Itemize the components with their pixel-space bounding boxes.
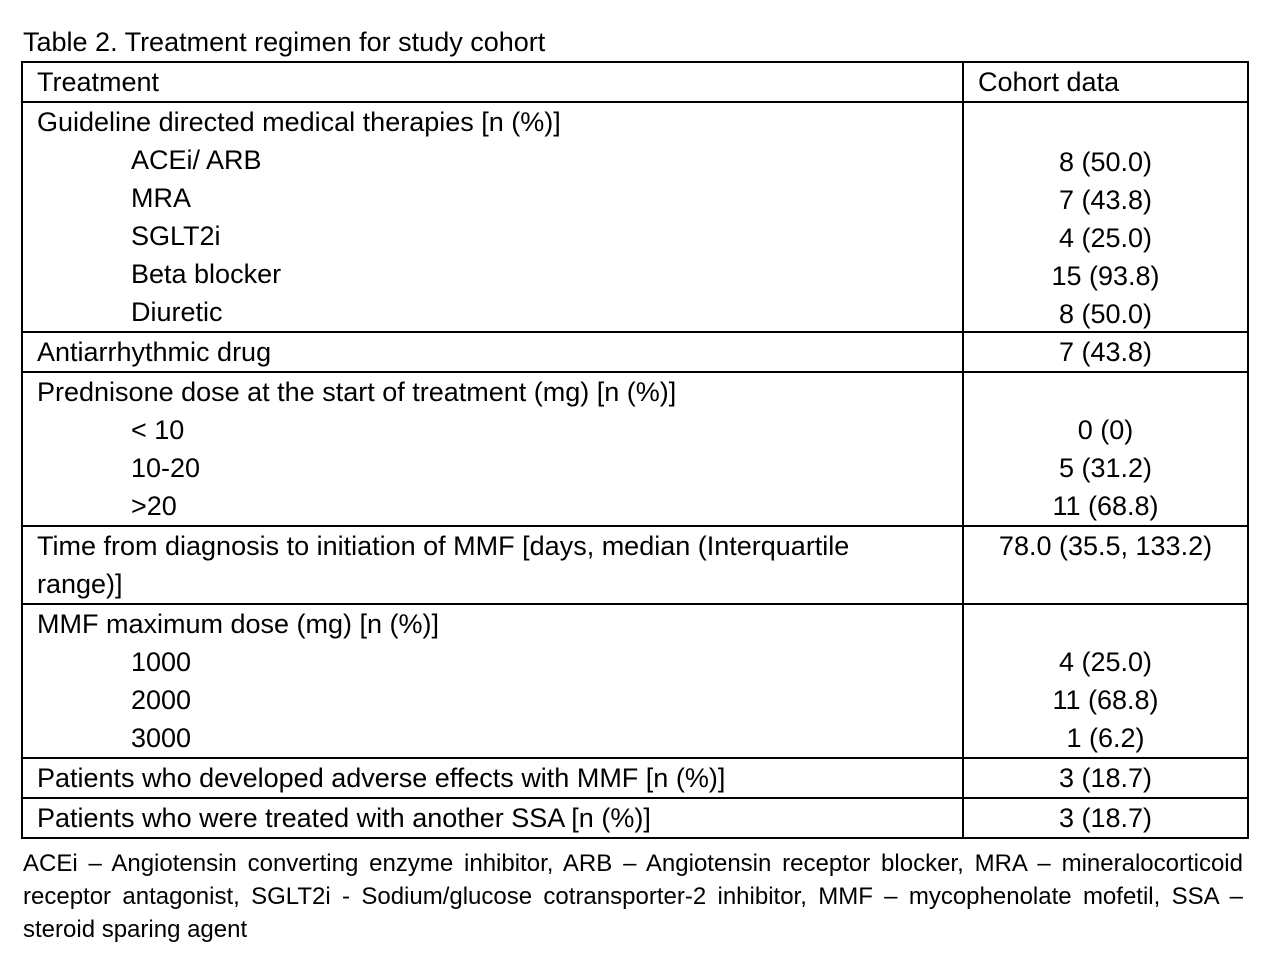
gdmt-item-label: Beta blocker	[131, 259, 282, 289]
mmf-dose-item-label: 1000	[131, 647, 192, 677]
gdmt-item-value: 8 (50.0)	[1058, 299, 1153, 329]
antiarrhythmic-label: Antiarrhythmic drug	[37, 337, 272, 367]
mmf-dose-item-value: 4 (25.0)	[1058, 647, 1153, 677]
header-treatment-label: Treatment	[37, 67, 160, 97]
gdmt-item-label: Diuretic	[131, 297, 223, 327]
table-row-mmf-dose	[22, 604, 1248, 758]
gdmt-item-value: 15 (93.8)	[1051, 261, 1160, 291]
gdmt-item-value: 4 (25.0)	[1058, 223, 1153, 253]
gdmt-item-label: MRA	[131, 183, 191, 213]
time-to-mmf-value: 78.0 (35.5, 133.2)	[998, 531, 1213, 561]
table-row-adverse	[22, 758, 1248, 798]
mmf-dose-item-value: 1 (6.2)	[1066, 723, 1145, 753]
adverse-value: 3 (18.7)	[1058, 763, 1153, 793]
adverse-label: Patients who developed adverse effects with MMF [n (%)]	[37, 763, 726, 793]
prednisone-item-value: 11 (68.8)	[1052, 491, 1159, 521]
mmf-dose-item-value: 11 (68.8)	[1052, 685, 1159, 715]
gdmt-item-label: SGLT2i	[131, 221, 221, 251]
treatment-table	[21, 61, 1249, 839]
table-row-another-ssa	[22, 798, 1248, 838]
table-row-antiarrhythmic	[22, 332, 1248, 372]
prednisone-item-value: 0 (0)	[1077, 415, 1134, 445]
prednisone-item-label: < 10	[131, 415, 185, 445]
table-header-row	[22, 62, 1248, 102]
header-cohort-label: Cohort data	[978, 67, 1120, 97]
table-footnote: ACEi – Angiotensin converting enzyme inhibitor, ARB – Angiotensin receptor blocker, MRA – mineralocorticoid receptor antagonist, SGLT2i - Sodium/glucose cotransporter-2 inhibitor, MMF – mycophenolate mofetil, SSA – steroid sparing agent	[23, 850, 1243, 943]
gdmt-item-value: 8 (50.0)	[1058, 147, 1153, 177]
header-cell-cohort	[963, 62, 1248, 102]
gdmt-item-value: 7 (43.8)	[1058, 185, 1153, 215]
gdmt-item-label: ACEi/ ARB	[131, 145, 262, 175]
table-row-gdmt	[22, 102, 1248, 332]
mmf-dose-item-label: 2000	[131, 685, 192, 715]
table-row-prednisone	[22, 372, 1248, 526]
table-caption: Table 2. Treatment regimen for study cohort	[23, 27, 546, 57]
gdmt-label: Guideline directed medical therapies [n (%)]	[37, 107, 561, 137]
antiarrhythmic-value: 7 (43.8)	[1058, 337, 1153, 367]
mmf-dose-item-label: 3000	[131, 723, 192, 753]
another-ssa-label: Patients who were treated with another SSA [n (%)]	[37, 803, 651, 833]
another-ssa-value: 3 (18.7)	[1058, 803, 1153, 833]
prednisone-label: Prednisone dose at the start of treatment (mg) [n (%)]	[37, 377, 677, 407]
prednisone-item-value: 5 (31.2)	[1058, 453, 1153, 483]
table-row-time-to-mmf	[22, 526, 1248, 604]
prednisone-item-label: 10-20	[131, 453, 201, 483]
header-cell-treatment	[22, 62, 963, 102]
time-to-mmf-label-line1: Time from diagnosis to initiation of MMF [days, median (Interquartile	[37, 531, 850, 561]
prednisone-item-label: >20	[131, 491, 177, 521]
time-to-mmf-label-line2: range)]	[37, 569, 123, 599]
mmf-dose-label: MMF maximum dose (mg) [n (%)]	[37, 609, 440, 639]
